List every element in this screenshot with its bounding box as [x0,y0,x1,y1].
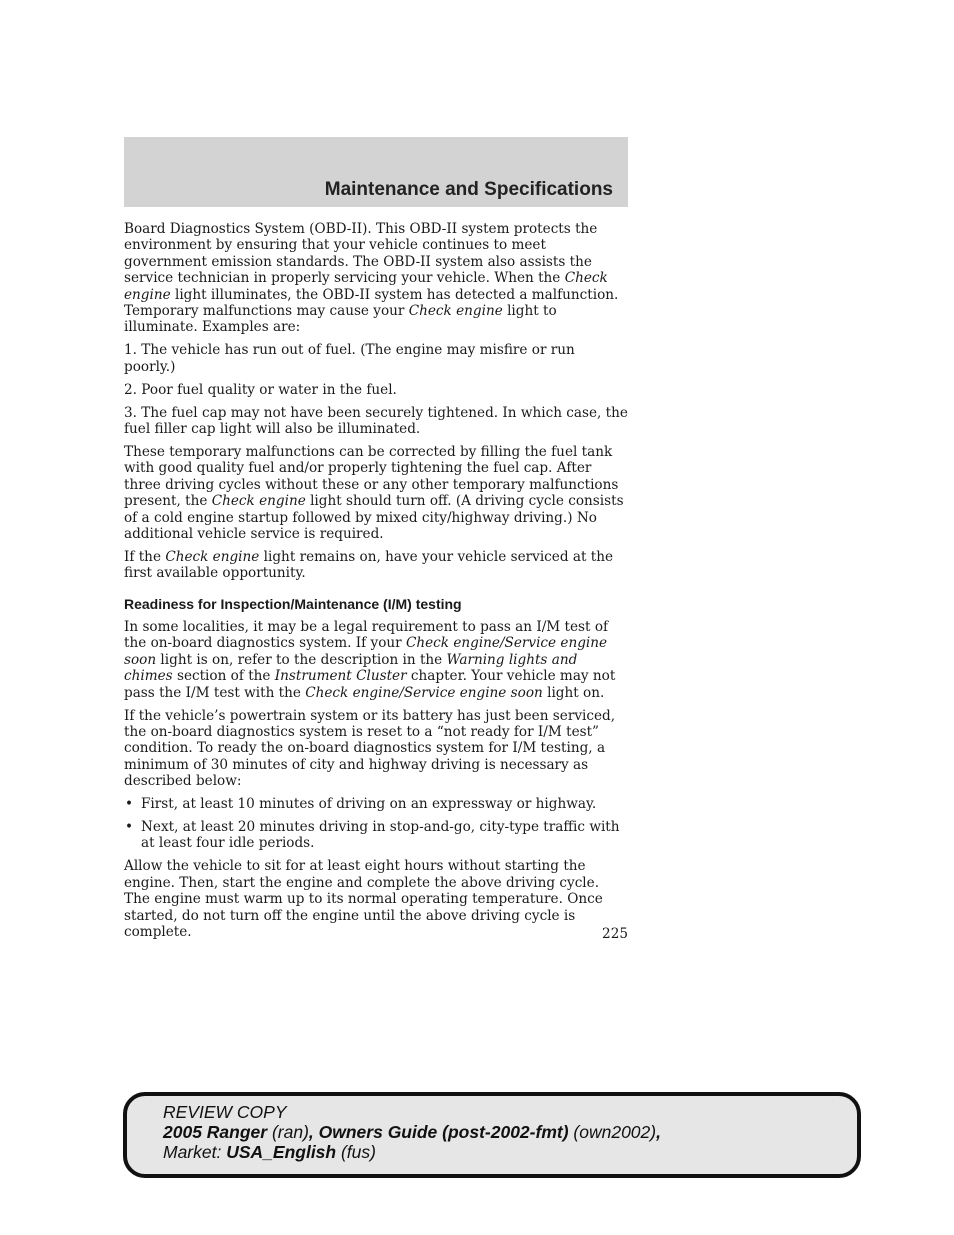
section-header-band [124,137,628,207]
market-identifier: Market: USA_English (fus) [163,1142,376,1162]
example-item-3: 3. The fuel cap may not have been securely tightened. In which case, the fuel filler cap light will also be illuminated. [124,404,628,437]
list-item: • First, at least 10 minutes of driving on an expressway or highway. [125,796,597,813]
page-content [124,221,628,947]
paragraph-light-remains-on: If the Check engine light remains on, have your vehicle serviced at the first available opportunity. [124,548,613,582]
bullet-icon: • [125,796,134,813]
review-copy-box [123,1092,861,1178]
paragraph-allow-vehicle-sit: Allow the vehicle to sit for at least eight hours without starting the engine. Then, start the engine and complete the above driving cycle. The engine must warm up to its normal operating temperature. Once started, do not turn off the engine until the above driving cycle is complete. [124,858,603,940]
bullet-icon: • [125,819,134,835]
section-title: Maintenance and Specifications [324,179,613,200]
example-item-2: 2. Poor fuel quality or water in the fuel. [124,381,397,398]
paragraph-reset-condition: If the vehicle’s powertrain system or its battery has just been serviced, the on-board diagnostics system is reset to a “not ready for I/M test” condition. To ready the on-board diagnostics system for I/M testing, a minimum of 30 minutes of city and highway driving is necessary as described below: [124,707,616,790]
paragraph-obd-intro: Board Diagnostics System (OBD-II). This OBD-II system protects the environment by ensuring that your vehicle continues to meet government emission standards. The OBD-II system also assists the service technician in properly servicing your vehicle. When the Check engine light illuminates, the OBD-II system has detected a malfunction. Temporary malfunctions may cause your Check engine light to illuminate. Examples are: [124,221,619,336]
review-copy-label: REVIEW COPY [163,1102,287,1122]
list-item: • Next, at least 20 minutes driving in stop-and-go, city-type traffic with at least four idle periods. [125,819,620,852]
paragraph-im-requirement: In some localities, it may be a legal requirement to pass an I/M test of the on-board diagnostics system. If your Check engine/Service engine soon light is on, refer to the description in the Warning lights and chimes section of the Instrument Cluster chapter. Your vehicle may not pass the I/M test with the Check engine/Service engine soon light on. [124,619,616,701]
page-number: 225 [602,926,628,942]
review-copy-text [163,1102,661,1162]
document-identifier: 2005 Ranger (ran), Owners Guide (post-2002-fmt) (own2002), [163,1122,661,1142]
paragraph-temporary-malfunctions: These temporary malfunctions can be corrected by filling the fuel tank with good quality fuel and/or properly tightening the fuel cap. After three driving cycles without these or any other temporary malfunctions present, the Check engine light should turn off. (A driving cycle consists of a cold engine startup followed by mixed city/highway driving.) No additional vehicle service is required. [124,443,624,542]
example-item-1: 1. The vehicle has run out of fuel. (The engine may misfire or run poorly.) [124,342,575,375]
driving-requirements-list [124,796,628,852]
subheading-im-testing: Readiness for Inspection/Maintenance (I/M) testing [124,595,462,612]
